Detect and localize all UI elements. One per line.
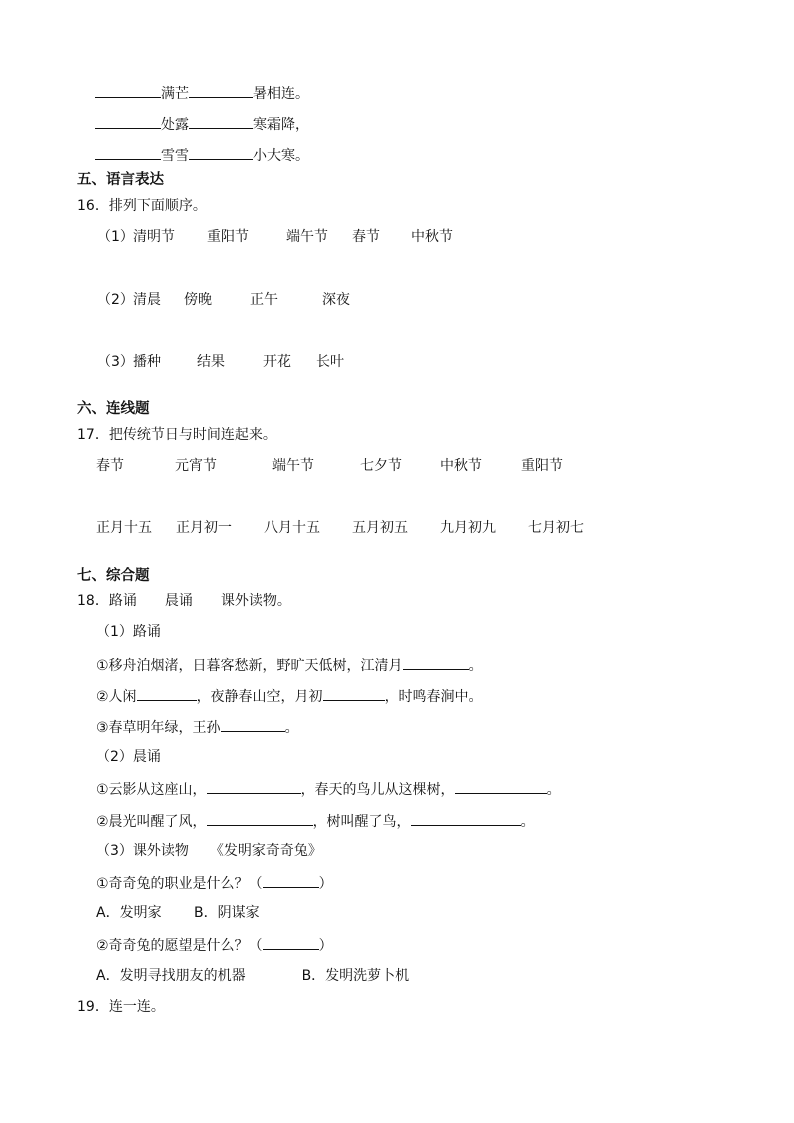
answer-blank[interactable]: [207, 811, 313, 826]
festival-item[interactable]: 春节: [96, 458, 124, 474]
question-19: 19．连一连。: [77, 999, 165, 1015]
question-17: 17．把传统节日与时间连起来。: [77, 427, 277, 443]
part-3-question-2: ②奇奇兔的愿望是什么？（ ）: [96, 935, 333, 955]
part-3-options-2: A．发明寻找朋友的机器 B．发明洗萝卜机: [96, 968, 410, 984]
question-16: 16．排列下面顺序。: [77, 198, 207, 214]
seq-item: 清明节: [133, 229, 175, 245]
answer-blank[interactable]: [455, 779, 547, 794]
answer-blank[interactable]: [189, 145, 253, 160]
answer-blank[interactable]: [221, 717, 285, 732]
answer-blank[interactable]: [189, 83, 253, 98]
poem-line-1: 满芒 暑相连。: [95, 83, 309, 103]
part-1-line-3: ③春草明年绿，王孙 。: [96, 717, 299, 737]
poem-line-3: 雪雪 小大寒。: [95, 145, 309, 165]
part-3-question-1: ①奇奇兔的职业是什么？（ ）: [96, 873, 333, 893]
date-item[interactable]: 九月初九: [440, 520, 496, 536]
festival-item[interactable]: 七夕节: [360, 458, 402, 474]
seq-item: 结果: [197, 354, 225, 370]
seq-item: 开花: [263, 354, 291, 370]
group-3-label: （3）: [97, 354, 134, 370]
answer-blank[interactable]: [403, 655, 469, 670]
date-item[interactable]: 正月初一: [176, 520, 232, 536]
group-2-label: （2）: [97, 292, 134, 308]
question-18: 18．路诵 晨诵 课外读物。: [77, 593, 291, 609]
seq-item: 深夜: [322, 292, 350, 308]
part-1-line-2: ②人闲 ，夜静春山空，月初 ，时鸣春涧中。: [96, 686, 483, 706]
part-1-line-1: ①移舟泊烟渚，日暮客愁新，野旷天低树，江清月 。: [96, 655, 483, 675]
part-2-line-1: ①云影从这座山， ，春天的鸟儿从这棵树， 。: [96, 779, 561, 799]
date-item[interactable]: 正月十五: [96, 520, 152, 536]
seq-item: 中秋节: [411, 229, 453, 245]
seq-item: 重阳节: [207, 229, 249, 245]
date-item[interactable]: 五月初五: [352, 520, 408, 536]
seq-item: 清晨: [133, 292, 161, 308]
answer-blank[interactable]: [137, 686, 197, 701]
seq-item: 端午节: [286, 229, 328, 245]
answer-blank[interactable]: [323, 686, 385, 701]
seq-item: 春节: [352, 229, 380, 245]
answer-blank[interactable]: [207, 779, 301, 794]
part-2-title: （2）晨诵: [96, 749, 161, 765]
section-5-title: 五、语言表达: [77, 172, 164, 188]
festival-item[interactable]: 重阳节: [521, 458, 563, 474]
part-3-options-1: A．发明家 B．阴谋家: [96, 905, 260, 921]
date-item[interactable]: 七月初七: [528, 520, 584, 536]
poem-line-2: 处露 寒霜降，: [95, 114, 309, 134]
answer-blank[interactable]: [411, 811, 521, 826]
answer-blank[interactable]: [263, 873, 319, 888]
seq-item: 正午: [250, 292, 278, 308]
date-item[interactable]: 八月十五: [264, 520, 320, 536]
section-6-title: 六、连线题: [77, 401, 150, 417]
answer-blank[interactable]: [189, 114, 253, 129]
section-7-title: 七、综合题: [77, 568, 150, 584]
festival-item[interactable]: 中秋节: [440, 458, 482, 474]
answer-blank[interactable]: [95, 145, 161, 160]
answer-blank[interactable]: [95, 114, 161, 129]
seq-item: 傍晚: [184, 292, 212, 308]
group-1-label: （1）: [97, 229, 134, 245]
part-1-title: （1）路诵: [96, 624, 161, 640]
festival-item[interactable]: 端午节: [272, 458, 314, 474]
answer-blank[interactable]: [263, 935, 319, 950]
festival-item[interactable]: 元宵节: [175, 458, 217, 474]
seq-item: 长叶: [316, 354, 344, 370]
part-3-title: （3）课外读物 《发明家奇奇兔》: [96, 843, 322, 859]
answer-blank[interactable]: [95, 83, 161, 98]
part-2-line-2: ②晨光叫醒了风， ，树叫醒了鸟， 。: [96, 811, 535, 831]
seq-item: 播种: [133, 354, 161, 370]
